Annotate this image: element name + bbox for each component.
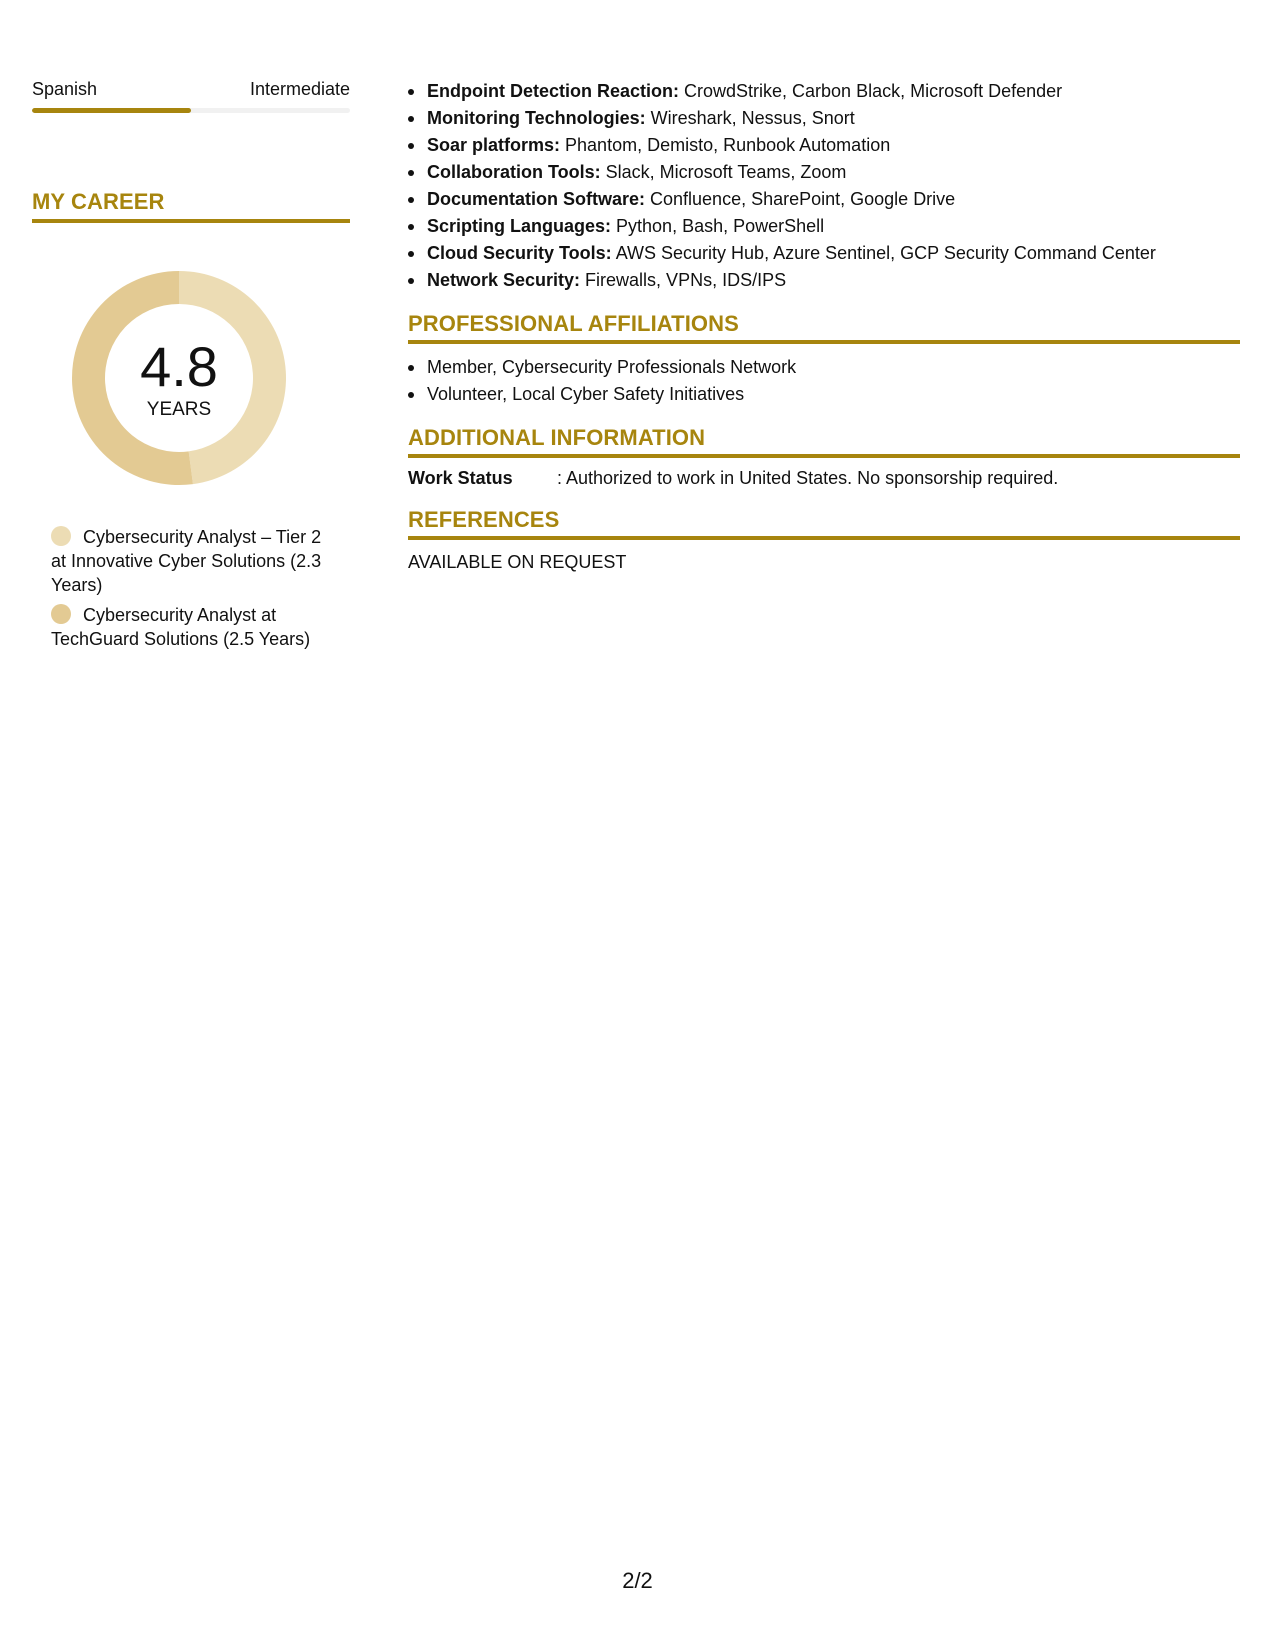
skill-name: Collaboration Tools: (427, 162, 601, 182)
language-row (32, 78, 350, 100)
skill-item (408, 78, 1240, 105)
bullet-icon (408, 251, 414, 257)
career-section-header (32, 189, 350, 223)
work-status-row (408, 466, 1240, 490)
career-title-rule (32, 219, 350, 223)
career-title: MY CAREER (32, 189, 165, 214)
career-total-value: 4.8 (140, 335, 218, 398)
affiliation-item (408, 381, 1240, 408)
skill-name: Monitoring Technologies: (427, 108, 646, 128)
references-section (408, 507, 1240, 574)
language-proficiency-bar (32, 108, 350, 113)
skill-name: Endpoint Detection Reaction: (427, 81, 679, 101)
skill-value: Python, Bash, PowerShell (611, 216, 825, 236)
skill-name: Documentation Software: (427, 189, 646, 209)
bullet-icon (408, 170, 414, 176)
donut-center (66, 265, 292, 491)
career-legend-text: Cybersecurity Analyst at TechGuard Solutions (2.5 Years) (51, 605, 311, 649)
career-total-unit: YEARS (146, 399, 212, 420)
bullet-icon (408, 365, 414, 371)
legend-dot-icon (51, 604, 71, 624)
references-title: REFERENCES (408, 507, 560, 532)
affiliations-list (408, 354, 1240, 408)
references-title-rule (408, 536, 1240, 540)
affiliation-text: Volunteer, Local Cyber Safety Initiatives (427, 384, 745, 404)
language-proficiency-fill (32, 108, 191, 113)
bullet-icon (408, 197, 414, 203)
skill-value: Confluence, SharePoint, Google Drive (645, 189, 956, 209)
language-level: Intermediate (249, 79, 350, 99)
language-name: Spanish (32, 79, 98, 99)
skill-item (408, 105, 1240, 132)
affiliations-section (408, 311, 1240, 408)
skill-item (408, 240, 1240, 267)
career-donut-chart (66, 265, 292, 491)
career-legend-text: Cybersecurity Analyst – Tier 2 at Innovative Cyber Solutions (2.3 Years) (51, 527, 322, 595)
affiliations-title: PROFESSIONAL AFFILIATIONS (408, 311, 739, 336)
additional-info-section (408, 425, 1240, 490)
bullet-icon (408, 89, 414, 95)
bullet-icon (408, 392, 414, 398)
skill-value: AWS Security Hub, Azure Sentinel, GCP Security Command Center (611, 243, 1156, 263)
skill-name: Network Security: (427, 270, 581, 290)
career-legend (51, 525, 331, 651)
affiliation-text: Member, Cybersecurity Professionals Network (427, 357, 797, 377)
affiliations-title-rule (408, 340, 1240, 344)
left-column (32, 78, 350, 657)
work-status-value: : Authorized to work in United States. No sponsorship required. (557, 468, 1059, 488)
career-legend-item (51, 525, 331, 597)
bullet-icon (408, 278, 414, 284)
skill-name: Soar platforms: (427, 135, 561, 155)
skill-item (408, 267, 1240, 294)
skill-value: Firewalls, VPNs, IDS/IPS (580, 270, 787, 290)
skill-item (408, 159, 1240, 186)
skill-name: Scripting Languages: (427, 216, 612, 236)
skills-list (408, 78, 1240, 294)
legend-dot-icon (51, 526, 71, 546)
page-number: 2/2 (622, 1568, 653, 1593)
bullet-icon (408, 224, 414, 230)
skill-value: CrowdStrike, Carbon Black, Microsoft Defender (679, 81, 1063, 101)
right-column (408, 78, 1240, 574)
bullet-icon (408, 143, 414, 149)
affiliation-item (408, 354, 1240, 381)
bullet-icon (408, 116, 414, 122)
skill-value: Wireshark, Nessus, Snort (645, 108, 855, 128)
skill-item (408, 132, 1240, 159)
skill-value: Phantom, Demisto, Runbook Automation (560, 135, 891, 155)
skill-item (408, 186, 1240, 213)
work-status-label: Work Status (408, 468, 513, 488)
references-text: AVAILABLE ON REQUEST (408, 552, 627, 572)
career-legend-item (51, 603, 331, 651)
skill-value: Slack, Microsoft Teams, Zoom (600, 162, 847, 182)
skill-item (408, 213, 1240, 240)
additional-info-title-rule (408, 454, 1240, 458)
skill-name: Cloud Security Tools: (427, 243, 612, 263)
additional-info-title: ADDITIONAL INFORMATION (408, 425, 706, 450)
